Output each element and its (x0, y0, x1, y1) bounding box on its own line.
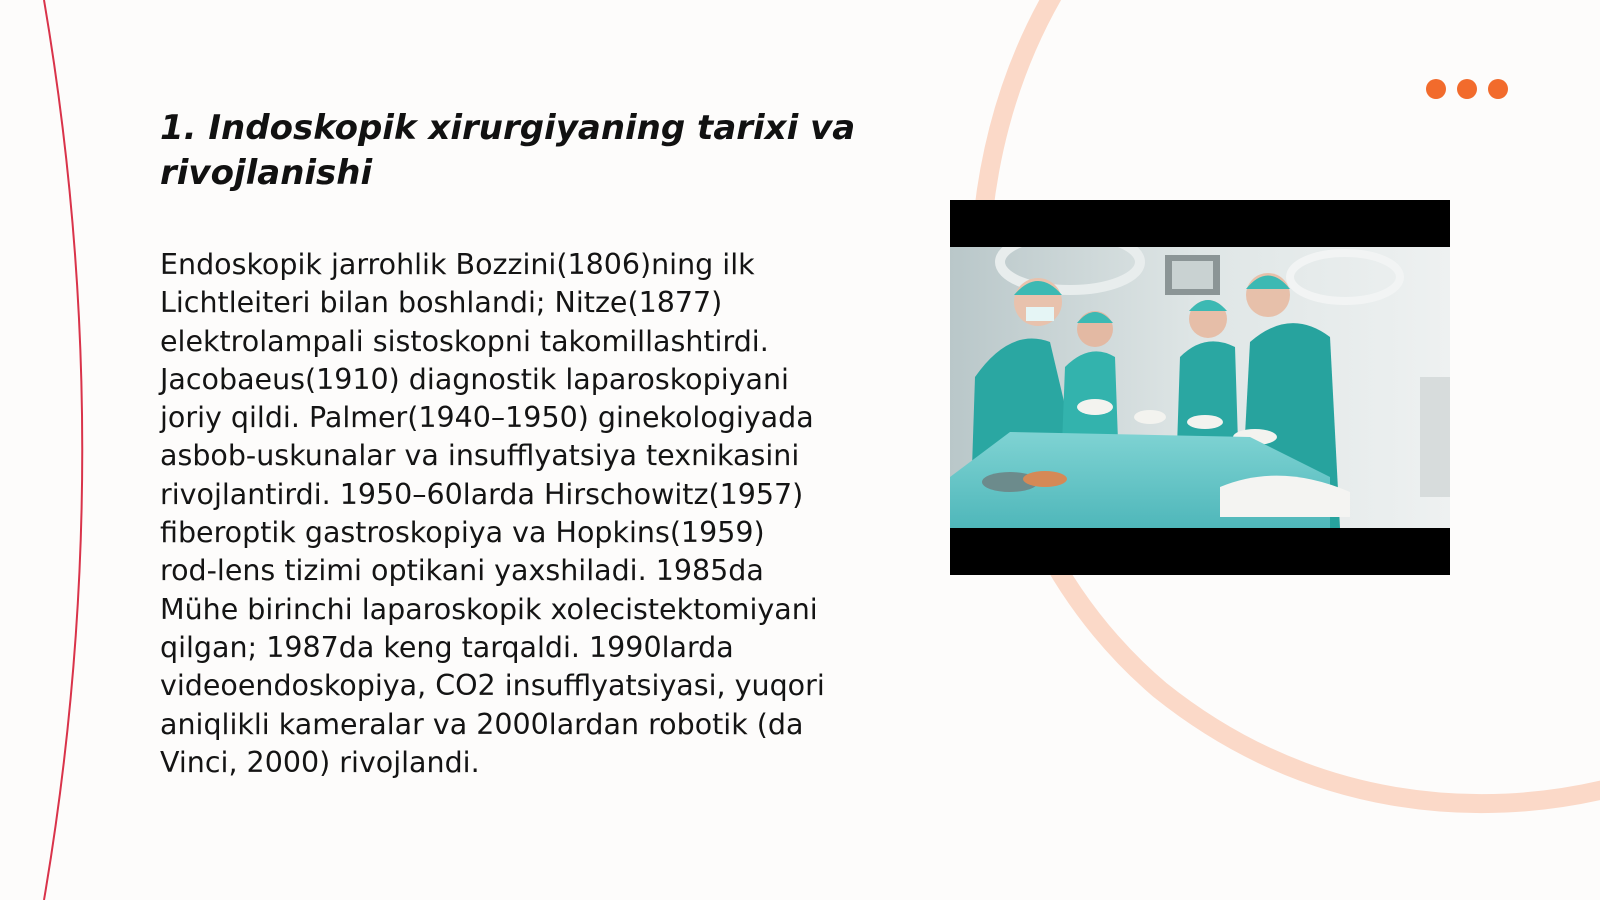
surgery-photo-icon (950, 247, 1450, 528)
dot-2 (1457, 79, 1477, 99)
left-accent-line (44, 0, 82, 900)
decorative-dots (1426, 79, 1508, 99)
slide-body-text: Endoskopik jarrohlik Bozzini(1806)ning ilk Lichtleiteri bilan boshlandi; Nitze(1877) elektrolampali sistoskopni takomillashtirdi. Jacobaeus(1910) diagnostik laparoskopiyani joriy qildi. Palmer(1940–1950) ginekologiyada asbob-uskunalar va insufflyatsiya texnikasini rivojlantirdi. 1950–60larda Hirschowitz(1957) fiberoptik gastroskopiya va Hopkins(1959) rod-lens tizimi optikani yaxshiladi. 1985da Mühe birinchi laparoskopik xolecistektomiyani qilgan; 1987da keng tarqaldi. 1990larda videoendoskopiya, CO2 insufflyatsiyasi, yuqori aniqlikli kameralar va 2000lardan robotik (da Vinci, 2000) rivojlandi. (160, 248, 825, 779)
slide-title: 1. Indoskopik xirurgiyaning tarixi va rivojlanishi (160, 108, 856, 193)
dot-3 (1488, 79, 1508, 99)
dot-1 (1426, 79, 1446, 99)
surgery-image-frame (950, 200, 1450, 575)
